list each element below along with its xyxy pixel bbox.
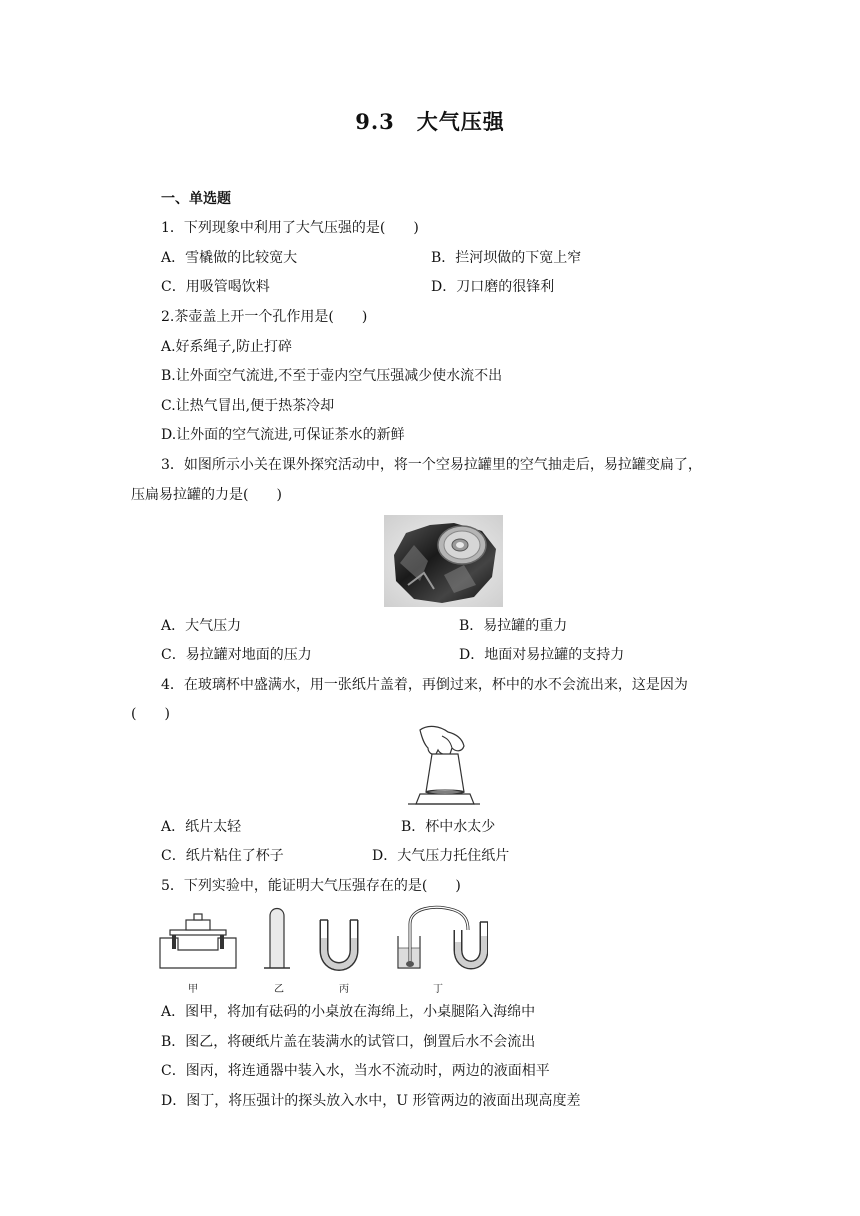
question-1-option-a: A．雪橇做的比较宽大 bbox=[161, 250, 298, 266]
question-1-option-c: C．用吸管喝饮料 bbox=[161, 279, 270, 295]
figure-label-jia: 甲 bbox=[188, 984, 198, 995]
question-2-option-c: C.让热气冒出,便于热茶冷却 bbox=[161, 398, 335, 414]
question-2-stem: 2.茶壶盖上开一个孔作用是( ) bbox=[161, 309, 368, 325]
question-5-option-a: A．图甲，将加有砝码的小桌放在海绵上，小桌腿陷入海绵中 bbox=[161, 1004, 536, 1020]
question-4-stem-line-2: ( ) bbox=[131, 706, 170, 722]
question-2-option-a: A.好系绳子,防止打碎 bbox=[161, 339, 293, 355]
question-3-option-b: B．易拉罐的重力 bbox=[459, 618, 568, 634]
question-5-stem: 5．下列实验中，能证明大气压强存在的是( ) bbox=[161, 878, 461, 894]
question-2-option-d: D.让外面的空气流进,可保证茶水的新鲜 bbox=[161, 427, 405, 443]
figure-label-ding: 丁 bbox=[433, 984, 443, 995]
question-4-stem-line-1: 4．在玻璃杯中盛满水，用一张纸片盖着，再倒过来，杯中的水不会流出来，这是因为 bbox=[161, 677, 688, 693]
sponge-table-apparatus bbox=[160, 914, 236, 968]
question-1-option-b: B．拦河坝做的下宽上窄 bbox=[431, 250, 582, 266]
pressure-gauge-apparatus bbox=[398, 907, 488, 968]
question-3-option-d: D．地面对易拉罐的支持力 bbox=[459, 647, 625, 663]
figure-label-bing: 丙 bbox=[339, 984, 349, 995]
question-5-option-c: C．图丙，将连通器中装入水，当水不流动时，两边的液面相平 bbox=[161, 1063, 550, 1079]
inverted-cup-figure bbox=[406, 724, 482, 808]
u-tube-apparatus bbox=[320, 920, 358, 967]
question-2-option-b: B.让外面空气流进,不至于壶内空气压强减少使水流不出 bbox=[161, 368, 503, 384]
page-title: 9.3 大气压强 bbox=[355, 109, 505, 134]
question-1-stem: 1．下列现象中利用了大气压强的是( ) bbox=[161, 220, 419, 236]
question-4-option-d: D．大气压力托住纸片 bbox=[372, 848, 510, 864]
question-3-stem-line-2: 压扁易拉罐的力是( ) bbox=[131, 487, 282, 503]
question-3-stem-line-1: 3．如图所示小关在课外探究活动中，将一个空易拉罐里的空气抽走后，易拉罐变扁了， bbox=[161, 457, 702, 473]
experiments-figure bbox=[158, 904, 488, 974]
question-3-option-c: C．易拉罐对地面的压力 bbox=[161, 647, 312, 663]
question-4-option-c: C．纸片粘住了杯子 bbox=[161, 848, 284, 864]
figure-label-yi: 乙 bbox=[274, 984, 284, 995]
question-4-option-a: A．纸片太轻 bbox=[161, 819, 242, 835]
question-4-option-b: B．杯中水太少 bbox=[401, 819, 496, 835]
test-tube-apparatus bbox=[264, 909, 290, 969]
question-5-option-b: B．图乙，将硬纸片盖在装满水的试管口，倒置后水不会流出 bbox=[161, 1034, 536, 1050]
question-5-option-d: D．图丁，将压强计的探头放入水中，U 形管两边的液面出现高度差 bbox=[161, 1093, 581, 1109]
crushed-can-figure bbox=[384, 515, 503, 607]
question-3-option-a: A．大气压力 bbox=[161, 618, 242, 634]
question-1-option-d: D．刀口磨的很锋利 bbox=[431, 279, 555, 295]
section-heading: 一、单选题 bbox=[161, 191, 231, 207]
